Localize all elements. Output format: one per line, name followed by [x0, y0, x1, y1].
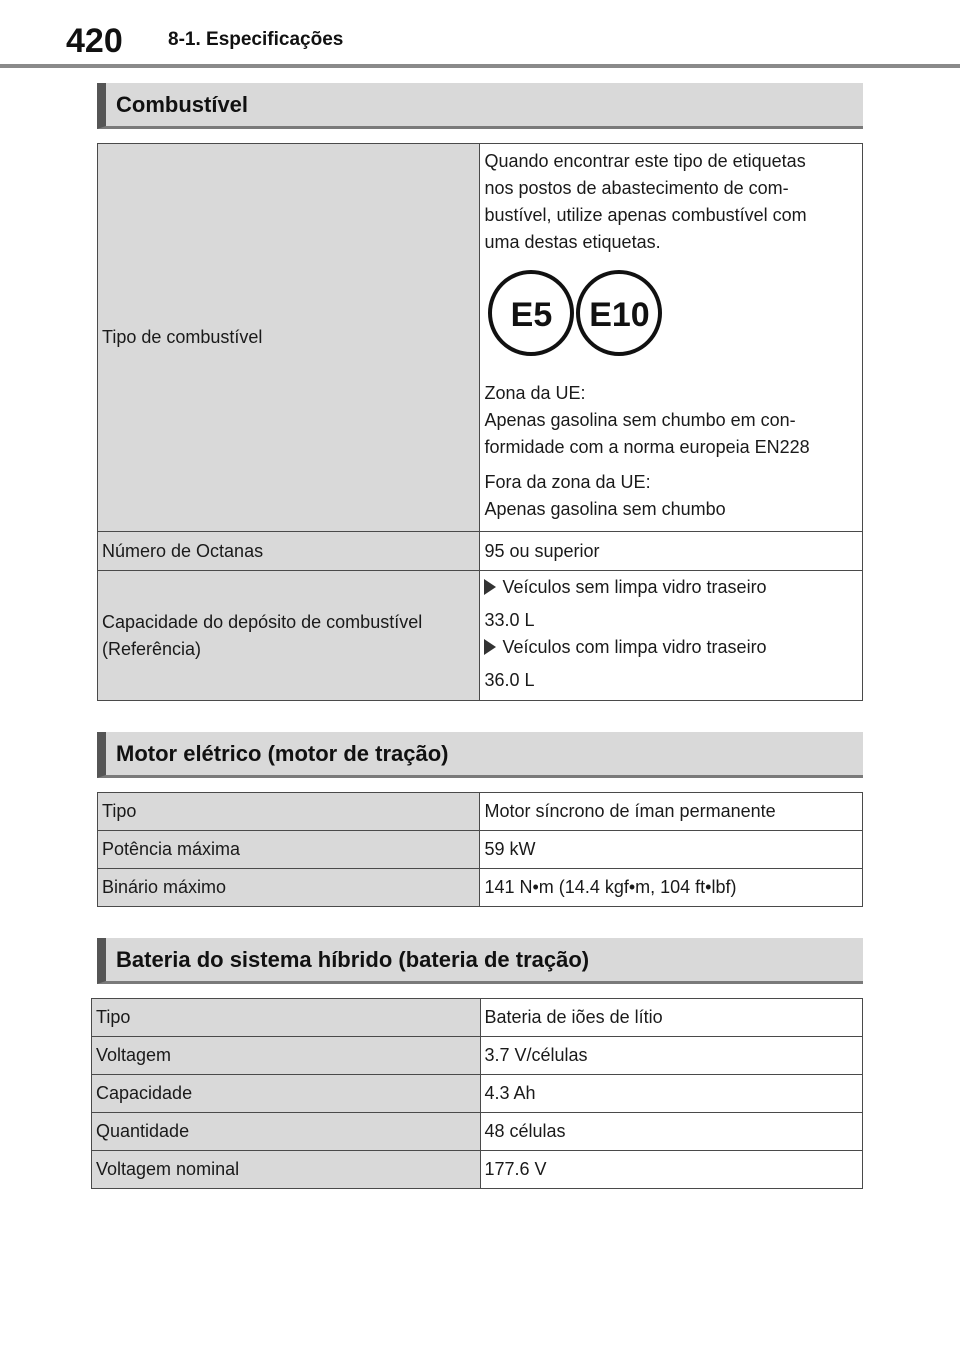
- section-motor-title: Motor elétrico (motor de tração): [116, 741, 449, 766]
- fuel-intro-line: bustível, utilize apenas combustível com: [484, 205, 807, 225]
- battery-row-value: 3.7 V/células: [480, 1037, 863, 1075]
- battery-row-value: Bateria de iões de lítio: [480, 999, 863, 1037]
- motor-row-value: 59 kW: [480, 831, 863, 869]
- e5-label-icon: [488, 270, 574, 356]
- table-row: [92, 1075, 863, 1113]
- fuel-intro-line: Quando encontrar este tipo de etiquetas: [484, 151, 806, 171]
- capacity-wiper-value: 36.0 L: [484, 670, 535, 690]
- octane-label: Número de Octanas: [98, 532, 480, 571]
- battery-row-label: Voltagem: [92, 1037, 481, 1075]
- fuel-badges: [484, 270, 858, 370]
- fuel-intro-line: nos postos de abastecimento de com-: [484, 178, 789, 198]
- battery-row-label: Tipo: [92, 999, 481, 1037]
- table-row: [98, 571, 863, 701]
- table-row: [98, 532, 863, 571]
- battery-table: [91, 998, 863, 1189]
- fuel-type-label: [98, 144, 480, 532]
- e5-label-text: E5: [510, 296, 553, 334]
- motor-row-value: 141 N•m (14.4 kgf•m, 104 ft•lbf): [480, 869, 863, 907]
- table-row: [92, 1151, 863, 1189]
- tank-capacity-label: [98, 571, 480, 701]
- motor-row-value: Motor síncrono de íman permanente: [480, 793, 863, 831]
- capacity-no-wiper-item: [484, 574, 858, 601]
- header-rule: [0, 64, 960, 68]
- battery-row-label: Quantidade: [92, 1113, 481, 1151]
- battery-row-value: 4.3 Ah: [480, 1075, 863, 1113]
- tank-capacity-label-line: (Referência): [102, 638, 202, 659]
- eu-zone-line: Apenas gasolina sem chumbo em con-: [484, 410, 796, 430]
- octane-value: 95 ou superior: [480, 532, 863, 571]
- motor-row-label: Tipo: [98, 793, 480, 831]
- section-battery-heading: [97, 938, 863, 984]
- page-number: 420: [66, 22, 123, 60]
- e10-label-text: E10: [589, 296, 650, 334]
- motor-row-label: Binário máximo: [98, 869, 480, 907]
- table-row: [98, 793, 863, 831]
- fuel-type-label-text: Tipo de combustível: [102, 327, 263, 347]
- non-eu-zone-line: Apenas gasolina sem chumbo: [484, 499, 726, 519]
- tank-capacity-value: [480, 571, 863, 701]
- section-fuel-heading: [97, 83, 863, 129]
- e10-label-icon: [576, 270, 662, 356]
- battery-row-value: 177.6 V: [480, 1151, 863, 1189]
- bullet-arrow-icon: [484, 579, 496, 595]
- section-battery-title: Bateria do sistema híbrido (bateria de tração): [116, 947, 590, 972]
- eu-zone-line: formidade com a norma europeia EN228: [484, 437, 810, 457]
- capacity-wiper-text: Veículos com limpa vidro traseiro: [502, 637, 767, 657]
- capacity-no-wiper-text: Veículos sem limpa vidro traseiro: [502, 577, 767, 597]
- motor-table: [97, 792, 863, 907]
- table-row: [98, 831, 863, 869]
- non-eu-zone-line: Fora da zona da UE:: [484, 472, 651, 492]
- tank-capacity-label-line: Capacidade do depósito de combustível: [102, 611, 423, 632]
- page-header: [0, 0, 960, 68]
- battery-row-label: Voltagem nominal: [92, 1151, 481, 1189]
- fuel-table: [97, 143, 863, 701]
- table-row: [98, 144, 863, 532]
- battery-row-label: Capacidade: [92, 1075, 481, 1113]
- battery-row-value: 48 células: [480, 1113, 863, 1151]
- table-row: [92, 999, 863, 1037]
- table-row: [92, 1037, 863, 1075]
- table-row: [92, 1113, 863, 1151]
- capacity-no-wiper-value: 33.0 L: [484, 610, 535, 630]
- fuel-type-value: [480, 144, 863, 532]
- fuel-intro-line: uma destas etiquetas.: [484, 232, 661, 252]
- table-row: [98, 869, 863, 907]
- eu-zone-line: Zona da UE:: [484, 383, 586, 403]
- chapter-title: 8-1. Especificações: [168, 29, 344, 50]
- section-motor-heading: [97, 732, 863, 778]
- section-fuel-title: Combustível: [116, 92, 249, 117]
- capacity-wiper-item: [484, 634, 858, 661]
- motor-row-label: Potência máxima: [98, 831, 480, 869]
- bullet-arrow-icon: [484, 639, 496, 655]
